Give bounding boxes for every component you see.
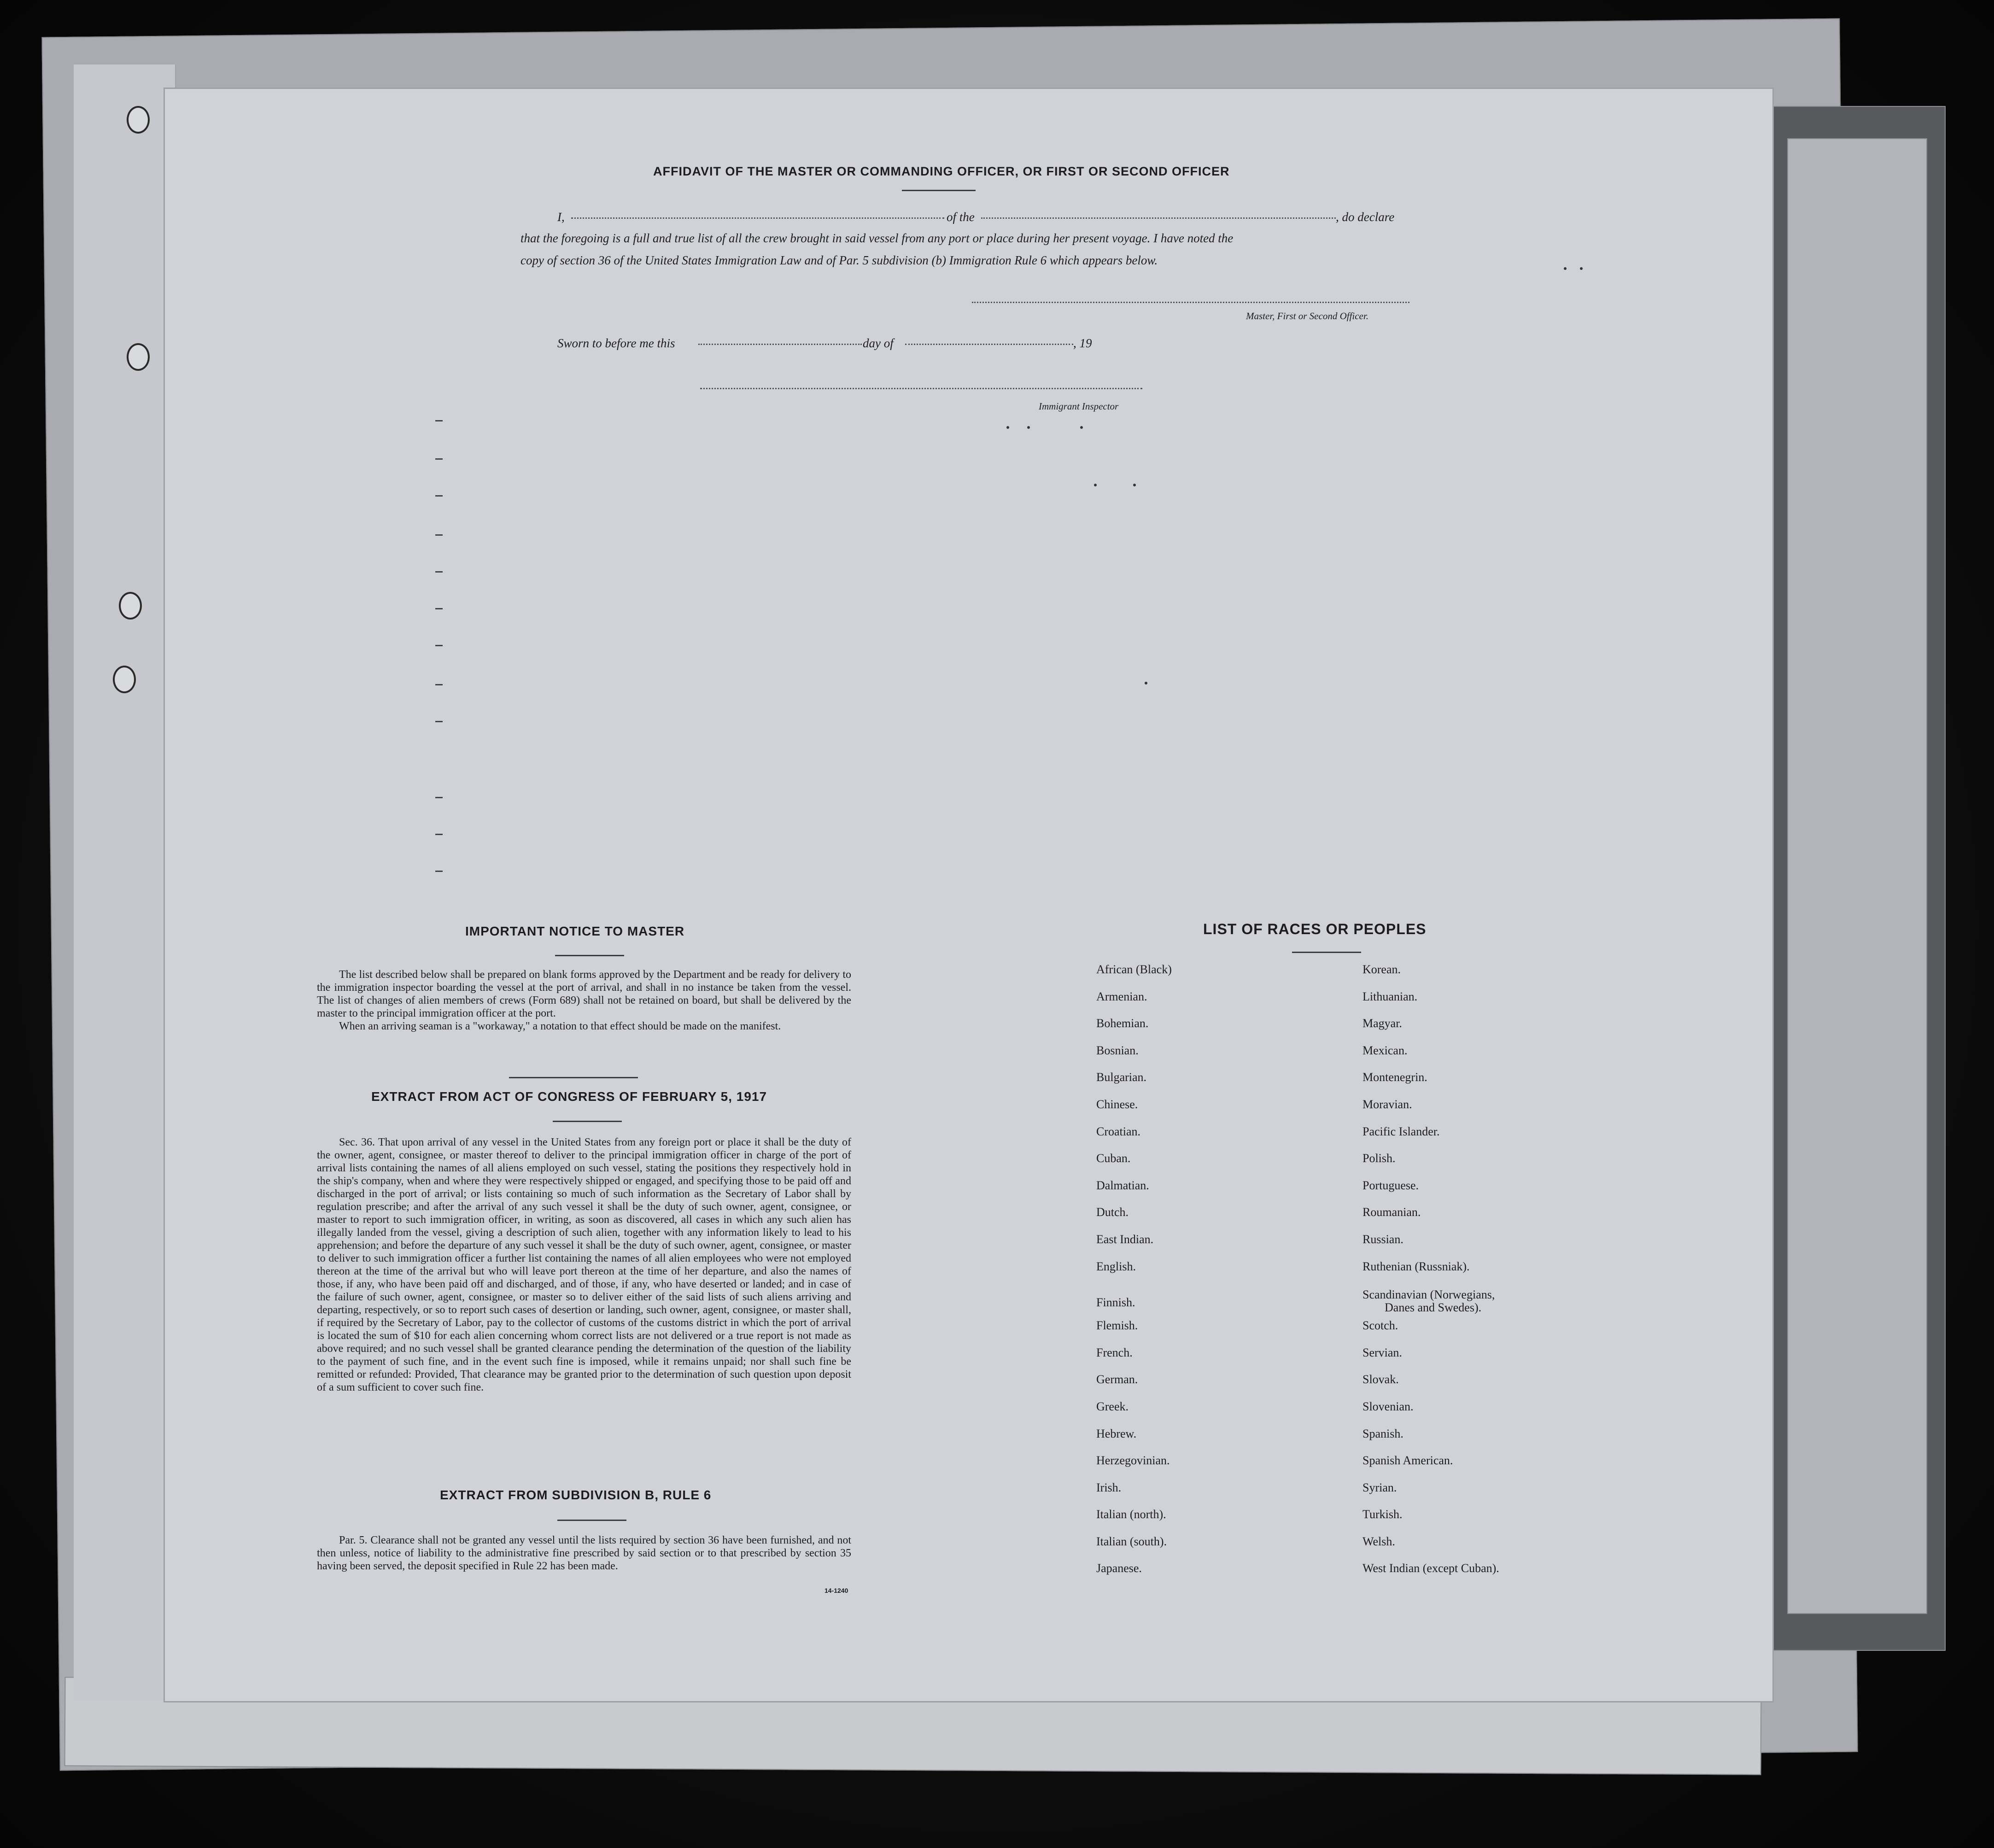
row-mark [435,571,443,573]
affidavit-line-3: copy of section 36 of the United States Immigration Law and of Par. 5 subdivision (b) Immigration Rule 6 which appears below. [520,253,1158,267]
race-item: Roumanian. [1362,1205,1421,1219]
race-item: Lithuanian. [1362,989,1418,1003]
race-item: Scandinavian (Norwegians, [1362,1288,1495,1302]
notice-paragraph-2: When an arriving seaman is a "workaway," a notation to that effect should be made on the manifest. [339,1020,781,1032]
heading-rule [1292,952,1361,953]
heading-rule [902,190,976,191]
affidavit-i-label: I, [557,210,565,224]
inspector-signature-blank[interactable] [700,388,1142,389]
race-item: Welsh. [1362,1534,1395,1548]
race-item: Cuban. [1096,1152,1131,1165]
race-item: Mexican. [1362,1043,1408,1057]
row-mark [435,534,443,536]
race-item: Spanish American. [1362,1454,1453,1468]
speck [1580,267,1583,270]
race-item: West Indian (except Cuban). [1362,1561,1499,1575]
race-item: Servian. [1362,1345,1402,1359]
race-item: Finnish. [1096,1296,1135,1310]
heading-rule [555,955,624,956]
row-mark [435,797,443,798]
race-item: Spanish. [1362,1427,1403,1440]
affidavit-of-the-label: of the [947,210,975,224]
binder-hole [113,666,136,693]
sworn-day-blank[interactable] [698,344,862,345]
speck [1006,426,1009,429]
affidavit-line-2: that the foregoing is a full and true list of all the crew brought in said vessel from any port or place during her present voyage. I have noted the [520,231,1234,245]
race-item: Croatian. [1096,1124,1141,1138]
race-item: Portuguese. [1362,1178,1419,1192]
act-extract-text [317,1136,851,1394]
master-caption: Master, First or Second Officer. [1246,310,1368,322]
speck [1080,426,1083,429]
row-mark [435,721,443,722]
row-mark [435,871,443,872]
race-item: English. [1096,1259,1136,1273]
race-item: Moravian. [1362,1097,1412,1111]
race-item: Slovak. [1362,1373,1399,1386]
race-item: Dalmatian. [1096,1178,1149,1192]
notice-paragraph-1: The list described below shall be prepared on blank forms approved by the Department and be ready for delivery to the immigration inspector boarding the vessel at the port of arrival, and shall in no instance be taken from the vessel. The list of changes of alien members of crews (Form 689) shall not be retained on board, but shall be delivered by the master to the principal immigration officer at the port. [317,969,851,1019]
race-item: Scotch. [1362,1319,1398,1333]
rule-extract-heading: EXTRACT FROM SUBDIVISION B, RULE 6 [440,1488,712,1502]
notice-heading: IMPORTANT NOTICE TO MASTER [465,924,685,938]
binder-hole [127,343,150,371]
race-item: Herzegovinian. [1096,1454,1170,1468]
race-item: Ruthenian (Russniak). [1362,1259,1470,1273]
race-item: East Indian. [1096,1232,1154,1246]
day-of-label: day of [863,336,894,350]
crew-manifest-form-page [164,88,1774,1702]
speck [1564,267,1567,270]
race-item: Montenegrin. [1362,1070,1427,1084]
rule-extract-text [317,1534,851,1573]
race-item: Japanese. [1096,1561,1142,1575]
row-mark [435,834,443,835]
race-item: Korean. [1362,963,1401,976]
section-36-text: Sec. 36. That upon arrival of any vessel in the United States from any foreign port or place it shall be the duty of the owner, agent, consignee, or master thereof to deliver to the principal immigration officer in charge of the port of arrival lists containing the names of all aliens employed on such vessel, stating the positions they respectively hold in the ship's company, when and where they were respectively shipped or engaged, and specifying those to be paid off and discharged in the port of arrival; or lists containing so much of such information as the Secretary of Labor shall by regulation prescribe; and after the arrival of any such vessel it shall be the duty of such owner, agent, consignee, or master to report to such immigration officer, in writing, as soon as discovered, all cases in which any such alien has illegally landed from the vessel, giving a description of such alien, together with any information likely to lead to his apprehension; and before the departure of any such vessel it shall be the duty of such owner, agent, consignee, or master to deliver to such immigration officer a further list containing the names of all alien employees who were not employed thereon at the time of the arrival but who will leave port thereon at the time of her departure, and also the names of those, if any, who have been paid off and discharged, and of those, if any, who have deserted or landed; and in case of the failure of such owner, agent, consignee, or master so to deliver either of the said lists of such aliens arriving and departing, respectively, or so to report such cases of desertion or landing, such owner, agent, consignee, or master shall, if required by the Secretary of Labor, pay to the collector of customs of the customs district in which the port of arrival is located the sum of $10 for each alien concerning whom correct lists are not delivered or a true report is not made as above required; and no such vessel shall be granted clearance pending the determination of the question of the liability to the payment of such fine, and in the event such fine is imposed, while it remains unpaid; nor shall such fine be remitted or refunded: Provided, That clearance may be granted prior to the determination of such question upon deposit of a sum sufficient to cover such fine. [317,1136,851,1393]
race-item: African (Black) [1096,963,1172,976]
act-extract-heading: EXTRACT FROM ACT OF CONGRESS OF FEBRUARY 5, 1917 [371,1089,767,1104]
race-item: Bohemian. [1096,1017,1149,1030]
race-item: Russian. [1362,1232,1403,1246]
heading-rule [553,1121,622,1122]
races-left-column [1096,963,1172,1589]
race-item: Polish. [1362,1152,1396,1165]
row-mark [435,645,443,646]
race-item: Dutch. [1096,1205,1129,1219]
race-item: Irish. [1096,1480,1122,1494]
races-heading: LIST OF RACES OR PEOPLES [1203,921,1427,937]
race-item: Hebrew. [1096,1427,1137,1440]
affidavit-do-declare: , do declare [1336,210,1395,224]
row-mark [435,495,443,497]
row-mark [435,420,443,421]
race-item: Bulgarian. [1096,1070,1147,1084]
paragraph-5-text: Par. 5. Clearance shall not be granted any vessel until the lists required by section 36 have been furnished, and not then unless, notice of liability to the administrative fine prescribed by said section or to that prescribed by section 35 having been served, the deposit specified in Rule 22 has been made. [317,1534,851,1572]
speck [1027,426,1030,429]
inspector-caption: Immigrant Inspector [1039,401,1119,412]
master-signature-blank[interactable] [972,302,1409,303]
notice-text [317,968,851,1033]
underlying-sheet-right [1787,138,1927,1614]
vessel-blank[interactable] [981,217,1336,219]
race-item: Bosnian. [1096,1043,1139,1057]
heading-rule [557,1520,626,1521]
sworn-month-blank[interactable] [905,344,1073,345]
race-item: Slovenian. [1362,1399,1414,1413]
races-right-column [1362,963,1499,1589]
race-item: Italian (south). [1096,1534,1167,1548]
race-item: Chinese. [1096,1097,1138,1111]
race-item: Armenian. [1096,989,1147,1003]
race-item: French. [1096,1345,1133,1359]
year-label: , 19 [1073,336,1092,350]
name-blank[interactable] [571,217,944,219]
race-item: German. [1096,1373,1138,1386]
race-item: Greek. [1096,1399,1129,1413]
row-mark [435,608,443,609]
section-rule [509,1077,638,1078]
sworn-label: Sworn to before me this [557,336,675,350]
speck [1094,484,1097,486]
race-item: Turkish. [1362,1508,1403,1521]
speck [1145,682,1147,684]
form-number: 14-1240 [824,1587,848,1594]
race-item: Flemish. [1096,1319,1138,1333]
row-mark [435,684,443,685]
row-mark [435,458,443,460]
affidavit-heading: AFFIDAVIT OF THE MASTER OR COMMANDING OFFICER, OR FIRST OR SECOND OFFICER [653,164,1230,178]
speck [1133,484,1136,486]
race-item: Syrian. [1362,1480,1397,1494]
race-item: Italian (north). [1096,1508,1166,1521]
binder-hole [119,592,142,620]
race-item: Danes and Swedes). [1385,1301,1482,1315]
binding-strip [74,64,176,1700]
race-item: Magyar. [1362,1017,1402,1030]
race-item: Pacific Islander. [1362,1124,1440,1138]
binder-hole [127,106,150,134]
